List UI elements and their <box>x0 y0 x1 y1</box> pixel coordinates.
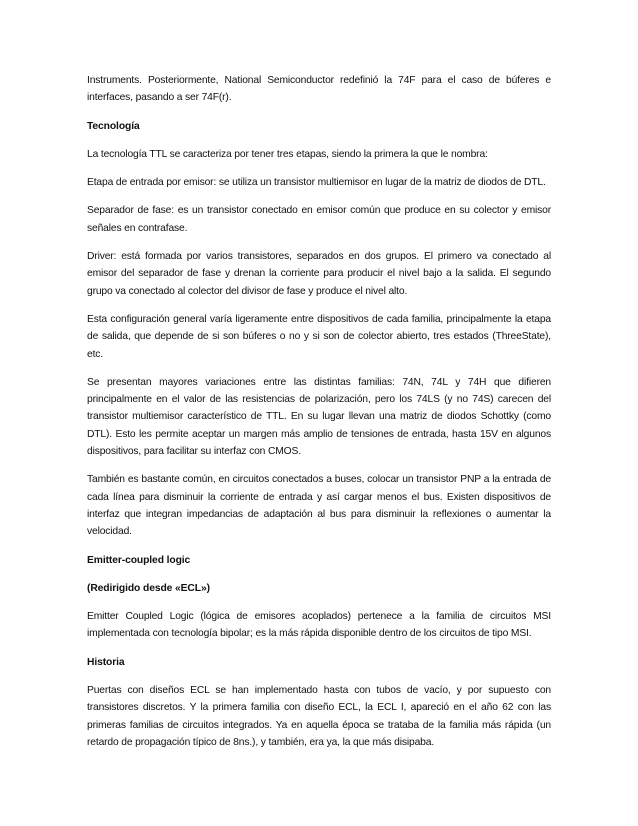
paragraph-separador: Separador de fase: es un transistor conectado en emisor común que produce en su colector y emisor señales en contrafase. <box>87 205 551 234</box>
paragraph-buses: También es bastante común, en circuitos conectados a buses, colocar un transistor PNP a la entrada de cada línea para disminuir la corriente de entrada y así cargar menos el bus. Existen dispositivos de interfaz que integran impedancias de adaptación al bus para disminuir la reflexiones o aumentar la velocidad. <box>87 474 551 538</box>
heading-historia: Historia <box>87 656 125 668</box>
paragraph-etapa-entrada: Etapa de entrada por emisor: se utiliza un transistor multiemisor en lugar de la matriz de diodos de DTL. <box>87 177 546 189</box>
heading-redirigido: (Redirigido desde «ECL») <box>87 582 210 594</box>
intro-paragraph: Instruments. Posteriormente, National Semiconductor redefinió la 74F para el caso de búferes e interfaces, pasando a ser 74F(r). <box>87 75 551 104</box>
heading-tecnologia: Tecnología <box>87 120 140 132</box>
paragraph-configuracion: Esta configuración general varía ligeramente entre dispositivos de cada familia, principalmente la etapa de salida, que depende de si son búferes o no y si son de colector abierto, tres estados (ThreeState), etc. <box>87 313 551 360</box>
paragraph-historia: Puertas con diseños ECL se han implementado hasta con tubos de vacío, y por supuesto con transistores discretos. Y la primera familia con diseño ECL, la ECL I, apareció en el año 62 con las primeras familias de circuitos integrados. Ya en aquella época se trataba de la familia más rápida (un retardo de propagación típico de 8ns.), y también, era ya, la que más disipaba. <box>87 685 551 748</box>
heading-ecl: Emitter-coupled logic <box>87 554 191 566</box>
paragraph-tecnologia: La tecnología TTL se caracteriza por tener tres etapas, siendo la primera la que le nombra: <box>87 148 488 160</box>
paragraph-driver: Driver: está formada por varios transistores, separados en dos grupos. El primero va conectado al emisor del separador de fase y drenan la corriente para producir el nivel bajo a la salida. El segundo grupo va conectado al colector del divisor de fase y produce el nivel alto. <box>87 251 551 297</box>
paragraph-variaciones: Se presentan mayores variaciones entre las distintas familias: 74N, 74L y 74H que difieren principalmente en el valor de las resistencias de polarización, pero los 74LS (y no 74S) carecen del transistor multiemisor característico de TTL. En su lugar llevan una matriz de diodos Schottky (como DTL). Esto les permite aceptar un margen más amplio de tensiones de entrada, hasta 15V en algunos dispositivos, para facilitar su interfaz con CMOS. <box>87 376 551 458</box>
paragraph-ecl: Emitter Coupled Logic (lógica de emisores acoplados) pertenece a la familia de circuitos MSI implementada con tecnología bipolar; es la más rápida disponible dentro de los circuitos de tipo MSI. <box>87 611 551 640</box>
